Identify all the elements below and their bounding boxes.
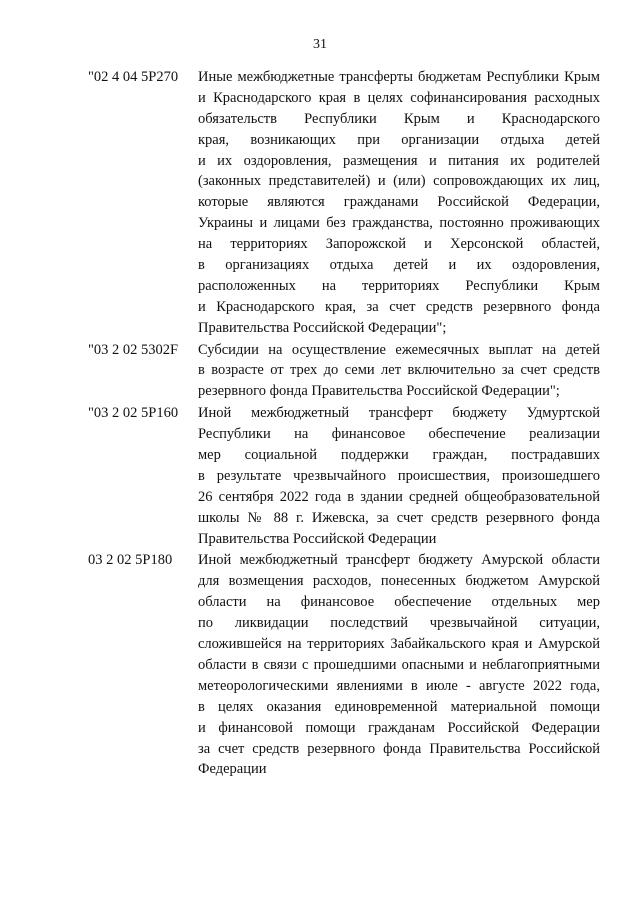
text-line: края, возникающих при организации отдыха детей <box>198 131 600 148</box>
text-line: Правительства Российской Федерации <box>198 530 437 547</box>
budget-classification-code: "02 4 04 5P270 <box>88 69 179 85</box>
text-line: 26 сентября 2022 года в здании средней общеобразовательной <box>198 488 600 505</box>
text-line: и финансовой помощи гражданам Российской Федерации <box>198 719 600 736</box>
budget-entry <box>88 340 600 403</box>
text-line: и их оздоровления, размещения и питания их родителей <box>198 152 600 169</box>
budget-classification-code: "03 2 02 5P160 <box>88 405 179 422</box>
text-line: обязательств Республики Крым и Краснодарского <box>198 110 600 127</box>
text-line: мер социальной поддержки граждан, пострадавших <box>198 447 600 464</box>
text-line: в результате чрезвычайного происшествия, произошедшего <box>198 467 600 484</box>
budget-entry <box>88 550 600 780</box>
budget-entry <box>88 67 600 339</box>
text-line: сложившейся на территориях Забайкальского края и Амурской <box>198 636 600 653</box>
entry-description <box>198 550 600 780</box>
text-line: и Краснодарского края, за счет средств резервного фонда <box>198 298 600 315</box>
text-line: Иные межбюджетные трансферты бюджетам Республики Крым <box>198 69 600 85</box>
text-line: Правительства Российской Федерации"; <box>198 319 447 336</box>
text-line: которые являются гражданами Российской Федерации, <box>198 194 600 211</box>
budget-entry <box>88 403 600 549</box>
text-line: области в связи с прошедшими опасными и неблагоприятными <box>198 656 600 673</box>
budget-entries-list <box>88 67 600 781</box>
text-line: Иной межбюджетный трансферт бюджету Удмуртской <box>198 405 600 422</box>
text-line: за счет средств резервного фонда Правительства Российской <box>198 740 600 757</box>
text-line: (законных представителей) и (или) сопровождающих их лиц, <box>198 173 600 190</box>
text-line: по ликвидации последствий чрезвычайной ситуации, <box>198 615 600 632</box>
text-line: в целях оказания единовременной материальной помощи <box>198 698 600 715</box>
budget-classification-code: 03 2 02 5P180 <box>88 552 173 569</box>
entry-description <box>198 67 600 339</box>
text-line: метеорологическими явлениями в июле - августе 2022 года, <box>198 677 600 694</box>
text-line: для возмещения расходов, понесенных бюджетом Амурской <box>198 573 600 590</box>
text-line: резервного фонда Правительства Российской Федерации"; <box>198 383 560 400</box>
text-line: Субсидии на осуществление ежемесячных выплат на детей <box>198 341 600 358</box>
text-line: расположенных на территориях Республики Крым <box>198 277 600 294</box>
text-line: на территориях Запорожской и Херсонской областей, <box>198 236 600 253</box>
text-line: области на финансовое обеспечение отдельных мер <box>198 594 600 611</box>
entry-description <box>198 403 600 549</box>
text-line: в организациях отдыха детей и их оздоровления, <box>198 257 600 274</box>
text-line: Украины и лицами без гражданства, постоянно проживающих <box>198 215 600 232</box>
page-number: 31 <box>313 37 327 52</box>
text-line: Федерации <box>198 761 267 778</box>
budget-classification-code: "03 2 02 5302F <box>88 341 179 358</box>
text-line: Иной межбюджетный трансферт бюджету Амурской области <box>198 552 600 569</box>
text-line: школы № 88 г. Ижевска, за счет средств резервного фонда <box>198 509 600 526</box>
entry-description <box>198 340 600 403</box>
text-line: и Краснодарского края в целях софинансирования расходных <box>198 89 600 106</box>
text-line: Республики на финансовое обеспечение реализации <box>198 426 600 443</box>
text-line: в возрасте от трех до семи лет включительно за счет средств <box>198 362 600 379</box>
